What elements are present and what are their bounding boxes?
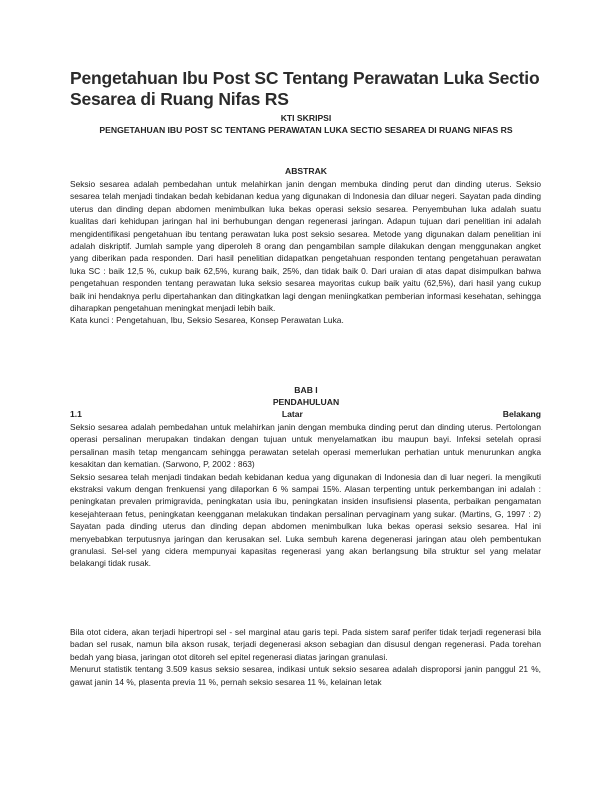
section-heading	[70, 408, 541, 420]
section-word-latar: Latar	[281, 409, 303, 419]
kata-kunci: Kata kunci : Pengetahuan, Ibu, Seksio Sesarea, Konsep Perawatan Luka.	[70, 315, 344, 326]
abstrak-heading: ABSTRAK	[284, 166, 327, 176]
body-section	[70, 421, 541, 570]
abstrak-section	[70, 178, 541, 327]
kti-title: PENGETAHUAN IBU POST SC TENTANG PERAWATAN LUKA SECTIO SESAREA DI RUANG NIFAS RS	[99, 125, 513, 135]
paragraph-4: Menurut statistik tentang 3.509 kasus seksio sesarea, indikasi untuk seksio sesarea adalah disproporsi janin panggul 21 %, gawat janin 14 %, plasenta previa 11 %, pernah seksio sesarea 11 %, kelainan letak	[70, 664, 541, 687]
abstrak-paragraph: Seksio sesarea adalah pembedahan untuk melahirkan janin dengan membuka dinding perut dan dinding uterus. Seksio sesarea telah menjadi tindakan bedah kebidanan kedua yang digunakan di Indonesia dan diluar negeri. Sayatan pada dinding uterus dan dinding depan abdomen menimbulkan luka bekas operasi seksio sesarea. Penyembuhan luka adalah suatu kualitas dari kehidupan jaringan hal ini berhubungan dengan regenerasi jaringan. Adapun tujuan dari penelitian ini adalah mengidentifikasi pengetahuan ibu tentang perawatan luka post seksio sesarea. Metode yang digunakan dalam penelitian ini adalah diskriptif. Jumlah sample yang diperoleh 8 orang dan pengambilan sample dilakukan dengan menggunakan angket yang diberikan pada responden. Dari hasil penelitian didapatkan pengetahuan responden tentang pengetahuan perawatan luka SC : baik 12,5 %, cukup baik 62,5%, kurang baik, 25%, dan tidak baik 0. Dari uraian di atas dapat disimpulkan bahwa pengetahuan responden tentang perawatan luka seksio sesarea mayoritas cukup baik yaitu (62,5%), dari hasil yang cukup baik ini hendaknya perlu dipertahankan dan ditingkatkan lagi dengan meniingkatkan pemberian informasi kesehatan, sehingga diharapkan pengetahuan meningkat menjadi lebih baik.	[70, 179, 541, 314]
bab-label: BAB I	[294, 385, 318, 395]
kti-label: KTI SKRIPSI	[280, 113, 332, 123]
section-word-belakang: Belakang	[502, 409, 541, 419]
document-title: Pengetahuan Ibu Post SC Tentang Perawatan Luka Sectio Sesarea di Ruang Nifas RS	[70, 68, 540, 109]
bab-title: PENDAHULUAN	[272, 397, 340, 407]
section-number: 1.1	[70, 409, 82, 419]
paragraph-2: Seksio sesarea telah menjadi tindakan bedah kebidanan kedua yang digunakan di Indonesia dan di luar negeri. Ia mengikuti ekstraksi vakum dengan frenkuensi yang dilaporkan 6 % sampai 15%. Alasan terpenting untuk perkembangan ini adalah : peningkatan prevalen primigravida, peningkatan usia ibu, peningkatan insiden insufisiensi plasenta, perbaikan pengamatan kesejahteraan fetus, peningkatan keengganan melakukan tindakan persalinan pervaginam yang sukar. (Martins, G, 1997 : 2) Sayatan pada dinding uterus dan dinding depan abdomen menimbulkan luka bekas operasi seksio sesarea. Hal ini menyebabkan terputusnya jaringan dan kerusakan sel. Luka sembuh karena degenerasi jaringan atau oleh pembentukan granulasi. Sel-sel yang cidera mempunyai kapasitas regenerasi yang akan berlangsung bila struktur sel yang melatar belakangi tidak rusak.	[70, 471, 541, 569]
paragraph-3: Bila otot cidera, akan terjadi hipertropi sel - sel marginal atau garis tepi. Pada sistem saraf perifer tidak terjadi regenerasi bila badan sel rusak, namun bila akson rusak, terjadi degenerasi akson sebagian dan disusul dengan regenerasi. Pada torehan bedah yang biasa, jaringan otot ditoreh sel epitel regenerasi diatas jaringan granulasi.	[70, 627, 541, 662]
paragraph-1: Seksio sesarea adalah pembedahan untuk melahirkan janin dengan membuka dinding perut dan dinding uterus. Pertolongan operasi persalinan merupakan tindakan dengan tujuan untuk menyelamatkan ibu maupun bayi. Infeksi setelah oprasi persalinan masih tetap mengancam sehingga perawatan setelah operasi memerlukan perhatian untuk menurunkan angka kesakitan dan kematian. (Sarwono, P, 2002 : 863)	[70, 422, 541, 470]
body-section-2	[70, 626, 541, 688]
